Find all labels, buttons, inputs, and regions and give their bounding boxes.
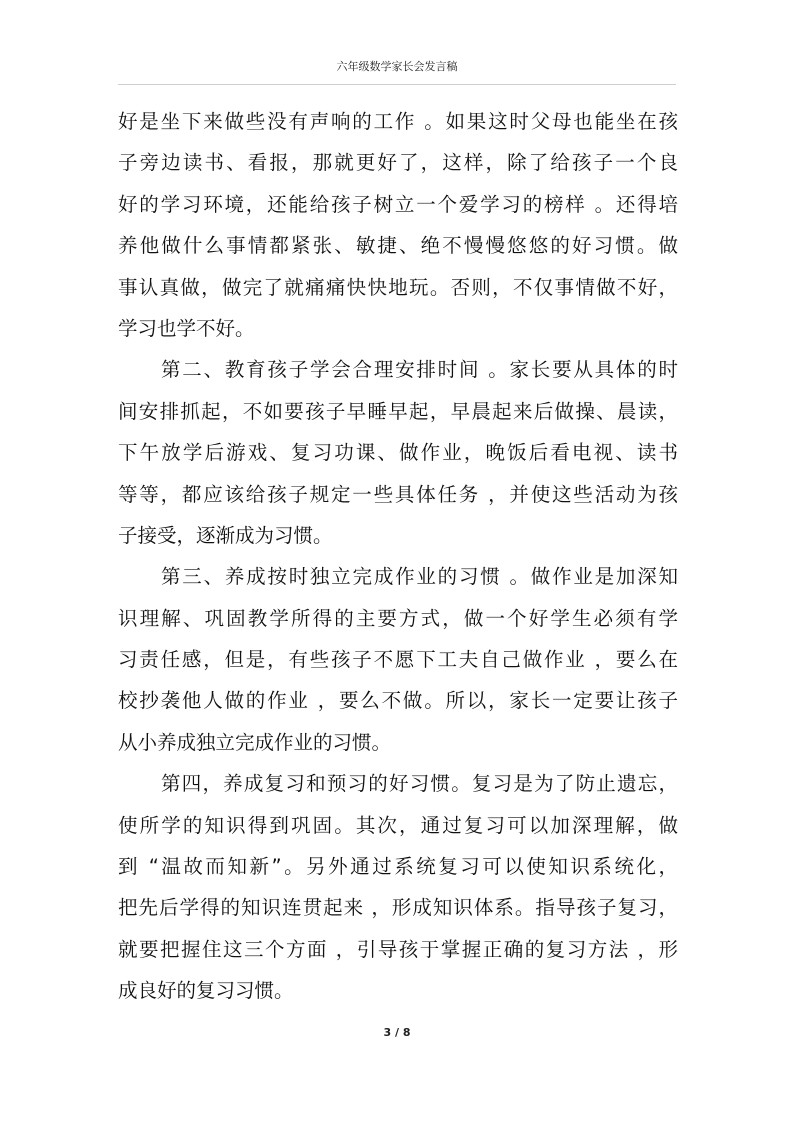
paragraph-line: 到 “温故而知新”。另外通过系统复习可以使知识系统化， xyxy=(118,855,678,879)
paragraph-line: 子接受，逐渐成为习惯。 xyxy=(118,523,333,547)
paragraph-line: 识理解、巩固教学所得的主要方式，做一个好学生必须有学 xyxy=(118,606,678,630)
paragraph-line: 第三、养成按时独立完成作业的习惯 。做作业是加深知 xyxy=(161,565,678,589)
header-divider xyxy=(118,84,676,85)
paragraph-line: 子旁边读书、看报，那就更好了，这样，除了给孩子一个良 xyxy=(118,151,678,175)
paragraph-line: 把先后学得的知识连贯起来 ，形成知识体系。指导孩子复习， xyxy=(118,896,678,920)
paragraph-line: 习责任感，但是，有些孩子不愿下工夫自己做作业 ，要么在 xyxy=(118,648,678,672)
paragraph-line: 好是坐下来做些没有声响的工作 。如果这时父母也能坐在孩 xyxy=(118,110,678,133)
paragraph-line: 第四，养成复习和预习的好习惯。复习是为了防止遗忘， xyxy=(161,772,678,796)
paragraph-line: 学习也学不好。 xyxy=(118,316,255,340)
page-header-title: 六年级数学家长会发言稿 xyxy=(336,60,458,73)
document-body xyxy=(118,101,678,1012)
paragraph-line: 从小养成独立完成作业的习惯。 xyxy=(118,730,392,754)
paragraph-line: 好的学习环境，还能给孩子树立一个爱学习的榜样 。还得培 xyxy=(118,192,678,216)
paragraph-line: 就要把握住这三个方面 ，引导孩于掌握正确的复习方法 ，形 xyxy=(118,937,678,961)
paragraph-line: 养他做什么事情都紧张、敏捷、绝不慢慢悠悠的好习惯。做 xyxy=(118,234,678,258)
paragraph-line: 事认真做，做完了就痛痛快快地玩。否则，不仅事情做不好， xyxy=(118,275,678,299)
paragraph-line: 使所学的知识得到巩固。其次，通过复习可以加深理解，做 xyxy=(118,813,678,837)
paragraph-line: 第二、教育孩子学会合理安排时间 。家长要从具体的时 xyxy=(161,358,678,382)
page-number: 3 / 8 xyxy=(383,1026,411,1039)
paragraph-line: 等等，都应该给孩子规定一些具体任务 ，并使这些活动为孩 xyxy=(118,482,678,506)
paragraph-line: 成良好的复习习惯。 xyxy=(118,979,294,1003)
paragraph-line: 间安排抓起，不如要孩子早睡早起，早晨起来后做操、晨读， xyxy=(118,399,678,423)
paragraph-line: 下午放学后游戏、复习功课、做作业，晚饭后看电视、读书 xyxy=(118,441,678,465)
paragraph-line: 校抄袭他人做的作业 ，要么不做。所以，家长一定要让孩子 xyxy=(118,689,678,713)
